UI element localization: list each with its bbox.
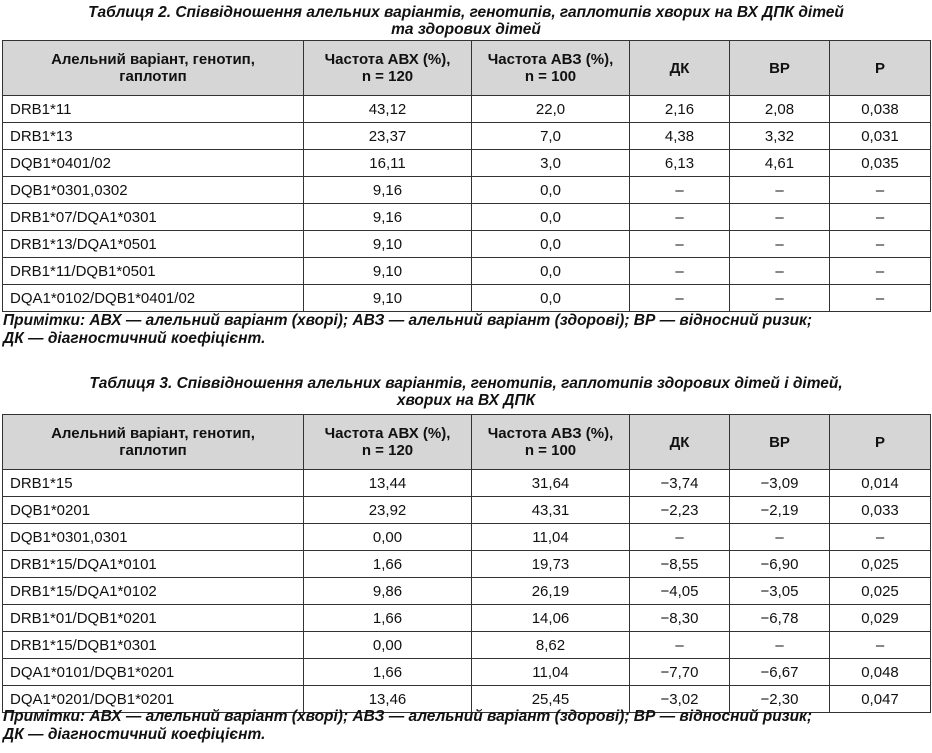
allele-cell: DRB1*11/DQB1*0501 — [3, 258, 304, 285]
table2-note-line2: ДК — діагностичний коефіцієнт. — [3, 330, 266, 347]
p-cell: 0,014 — [830, 470, 931, 497]
freq-avz-cell: 3,0 — [472, 150, 630, 177]
freq-avz-cell: 43,31 — [472, 497, 630, 524]
header-text: гаплотип — [119, 68, 187, 85]
freq-avz-cell: 0,0 — [472, 204, 630, 231]
header-text: n = 100 — [524, 442, 577, 459]
p-cell: 0,033 — [830, 497, 931, 524]
header-text: n = 120 — [361, 68, 414, 85]
table2-header-p: Р — [830, 41, 931, 96]
allele-cell: DRB1*13/DQA1*0501 — [3, 231, 304, 258]
dk-cell: 4,38 — [630, 123, 730, 150]
p-cell: 0,035 — [830, 150, 931, 177]
p-cell: 0,029 — [830, 605, 931, 632]
freq-avz-cell: 26,19 — [472, 578, 630, 605]
vr-cell: 3,32 — [730, 123, 830, 150]
p-cell: 0,038 — [830, 96, 931, 123]
p-cell: – — [830, 231, 931, 258]
table3-header-freq-avh — [304, 415, 472, 470]
table-row — [3, 659, 931, 686]
allele-cell: DQB1*0201 — [3, 497, 304, 524]
table-row — [3, 497, 931, 524]
freq-avh-cell: 0,00 — [304, 632, 472, 659]
table2-note-line1: Примітки: АВХ — алельний варіант (хворі); АВЗ — алельний варіант (здорові); ВР — відносний ризик; — [3, 312, 813, 329]
table-row — [3, 524, 931, 551]
dk-cell: – — [630, 524, 730, 551]
allele-cell: DQB1*0301,0302 — [3, 177, 304, 204]
allele-cell: DQB1*0401/02 — [3, 150, 304, 177]
table-row — [3, 177, 931, 204]
p-cell: – — [830, 258, 931, 285]
p-cell: 0,025 — [830, 578, 931, 605]
p-cell: – — [830, 177, 931, 204]
freq-avh-cell: 9,16 — [304, 204, 472, 231]
table3-note — [0, 708, 932, 744]
table3-header-dk: ДК — [630, 415, 730, 470]
table3-header-freq-avz — [472, 415, 630, 470]
freq-avh-cell: 13,44 — [304, 470, 472, 497]
header-text: n = 120 — [361, 442, 414, 459]
freq-avz-cell: 14,06 — [472, 605, 630, 632]
table3-header-p: Р — [830, 415, 931, 470]
dk-cell: −3,02 — [630, 686, 730, 713]
vr-cell: 4,61 — [730, 150, 830, 177]
header-text: Частота АВХ (%), — [324, 51, 451, 68]
header-text: n = 100 — [524, 68, 577, 85]
freq-avz-cell: 31,64 — [472, 470, 630, 497]
dk-cell: – — [630, 285, 730, 312]
dk-cell: – — [630, 632, 730, 659]
header-text: Алельний варіант, генотип, — [51, 51, 255, 68]
table-row — [3, 470, 931, 497]
freq-avz-cell: 11,04 — [472, 659, 630, 686]
freq-avh-cell: 16,11 — [304, 150, 472, 177]
table-row — [3, 632, 931, 659]
freq-avh-cell: 23,37 — [304, 123, 472, 150]
allele-cell: DRB1*07/DQA1*0301 — [3, 204, 304, 231]
dk-cell: 2,16 — [630, 96, 730, 123]
table2-header-dk: ДК — [630, 41, 730, 96]
allele-cell: DQB1*0301,0301 — [3, 524, 304, 551]
freq-avz-cell: 22,0 — [472, 96, 630, 123]
freq-avh-cell: 9,86 — [304, 578, 472, 605]
p-cell: 0,031 — [830, 123, 931, 150]
table3-header-allele — [3, 415, 304, 470]
freq-avh-cell: 9,10 — [304, 231, 472, 258]
allele-cell: DRB1*01/DQB1*0201 — [3, 605, 304, 632]
table-row — [3, 231, 931, 258]
table-row — [3, 150, 931, 177]
allele-cell: DQA1*0101/DQB1*0201 — [3, 659, 304, 686]
dk-cell: −2,23 — [630, 497, 730, 524]
table3-header-row — [3, 415, 931, 470]
table2-note — [0, 312, 932, 348]
p-cell: – — [830, 204, 931, 231]
allele-cell: DQA1*0102/DQB1*0401/02 — [3, 285, 304, 312]
table3-caption — [0, 375, 932, 409]
table-row — [3, 285, 931, 312]
table2-header-freq-avh — [304, 41, 472, 96]
vr-cell: – — [730, 231, 830, 258]
dk-cell: – — [630, 204, 730, 231]
dk-cell: – — [630, 177, 730, 204]
table2-caption-line2: та здорових дітей — [391, 21, 541, 38]
table2-header-allele — [3, 41, 304, 96]
p-cell: 0,047 — [830, 686, 931, 713]
table-row — [3, 204, 931, 231]
allele-cell: DRB1*11 — [3, 96, 304, 123]
freq-avh-cell: 1,66 — [304, 659, 472, 686]
table2-caption — [0, 0, 932, 36]
vr-cell: −3,09 — [730, 470, 830, 497]
table-row — [3, 551, 931, 578]
p-cell: – — [830, 632, 931, 659]
table3-caption-line1: Таблиця 3. Співвідношення алельних варіантів, генотипів, гаплотипів здорових дітей і дітей, — [89, 375, 843, 392]
dk-cell: – — [630, 231, 730, 258]
table2-header-freq-avz — [472, 41, 630, 96]
freq-avh-cell: 0,00 — [304, 524, 472, 551]
table-row — [3, 605, 931, 632]
vr-cell: – — [730, 204, 830, 231]
freq-avz-cell: 8,62 — [472, 632, 630, 659]
freq-avz-cell: 7,0 — [472, 123, 630, 150]
allele-cell: DQA1*0201/DQB1*0201 — [3, 686, 304, 713]
freq-avz-cell: 0,0 — [472, 231, 630, 258]
freq-avh-cell: 9,10 — [304, 285, 472, 312]
dk-cell: −3,74 — [630, 470, 730, 497]
vr-cell: – — [730, 632, 830, 659]
freq-avh-cell: 43,12 — [304, 96, 472, 123]
freq-avz-cell: 0,0 — [472, 285, 630, 312]
vr-cell: −2,19 — [730, 497, 830, 524]
freq-avz-cell: 0,0 — [472, 177, 630, 204]
vr-cell: – — [730, 177, 830, 204]
freq-avh-cell: 13,46 — [304, 686, 472, 713]
table3-caption-line2: хворих на ВХ ДПК — [396, 392, 536, 409]
vr-cell: −2,30 — [730, 686, 830, 713]
freq-avh-cell: 9,10 — [304, 258, 472, 285]
allele-cell: DRB1*15/DQA1*0101 — [3, 551, 304, 578]
table3-header-vr: ВР — [730, 415, 830, 470]
table-row — [3, 578, 931, 605]
vr-cell: −6,78 — [730, 605, 830, 632]
table2-header-row — [3, 41, 931, 96]
header-text: гаплотип — [119, 442, 187, 459]
freq-avh-cell: 1,66 — [304, 605, 472, 632]
table2-caption-line1: Таблиця 2. Співвідношення алельних варіантів, генотипів, гаплотипів хворих на ВХ ДПК дітей — [88, 4, 844, 21]
dk-cell: −8,55 — [630, 551, 730, 578]
vr-cell: – — [730, 258, 830, 285]
dk-cell: −4,05 — [630, 578, 730, 605]
dk-cell: – — [630, 258, 730, 285]
header-text: Алельний варіант, генотип, — [51, 425, 255, 442]
header-text: Частота АВЗ (%), — [487, 51, 614, 68]
table2-header-vr: ВР — [730, 41, 830, 96]
allele-cell: DRB1*13 — [3, 123, 304, 150]
vr-cell: −6,90 — [730, 551, 830, 578]
table3 — [2, 414, 931, 713]
p-cell: 0,048 — [830, 659, 931, 686]
table-row — [3, 123, 931, 150]
p-cell: 0,025 — [830, 551, 931, 578]
p-cell: – — [830, 524, 931, 551]
allele-cell: DRB1*15/DQB1*0301 — [3, 632, 304, 659]
freq-avz-cell: 19,73 — [472, 551, 630, 578]
header-text: Частота АВЗ (%), — [487, 425, 614, 442]
freq-avh-cell: 23,92 — [304, 497, 472, 524]
freq-avh-cell: 9,16 — [304, 177, 472, 204]
vr-cell: – — [730, 524, 830, 551]
p-cell: – — [830, 285, 931, 312]
vr-cell: 2,08 — [730, 96, 830, 123]
allele-cell: DRB1*15 — [3, 470, 304, 497]
table3-body — [3, 470, 931, 713]
table2-body — [3, 96, 931, 312]
table3-note-line2: ДК — діагностичний коефіцієнт. — [3, 726, 266, 743]
table3-note-line1: Примітки: АВХ — алельний варіант (хворі); АВЗ — алельний варіант (здорові); ВР — відносний ризик; — [3, 708, 813, 725]
dk-cell: −8,30 — [630, 605, 730, 632]
vr-cell: – — [730, 285, 830, 312]
table2 — [2, 40, 931, 312]
vr-cell: −6,67 — [730, 659, 830, 686]
freq-avz-cell: 0,0 — [472, 258, 630, 285]
freq-avz-cell: 11,04 — [472, 524, 630, 551]
table-row — [3, 96, 931, 123]
freq-avh-cell: 1,66 — [304, 551, 472, 578]
vr-cell: −3,05 — [730, 578, 830, 605]
allele-cell: DRB1*15/DQA1*0102 — [3, 578, 304, 605]
table-row — [3, 258, 931, 285]
freq-avz-cell: 25,45 — [472, 686, 630, 713]
dk-cell: 6,13 — [630, 150, 730, 177]
header-text: Частота АВХ (%), — [324, 425, 451, 442]
dk-cell: −7,70 — [630, 659, 730, 686]
